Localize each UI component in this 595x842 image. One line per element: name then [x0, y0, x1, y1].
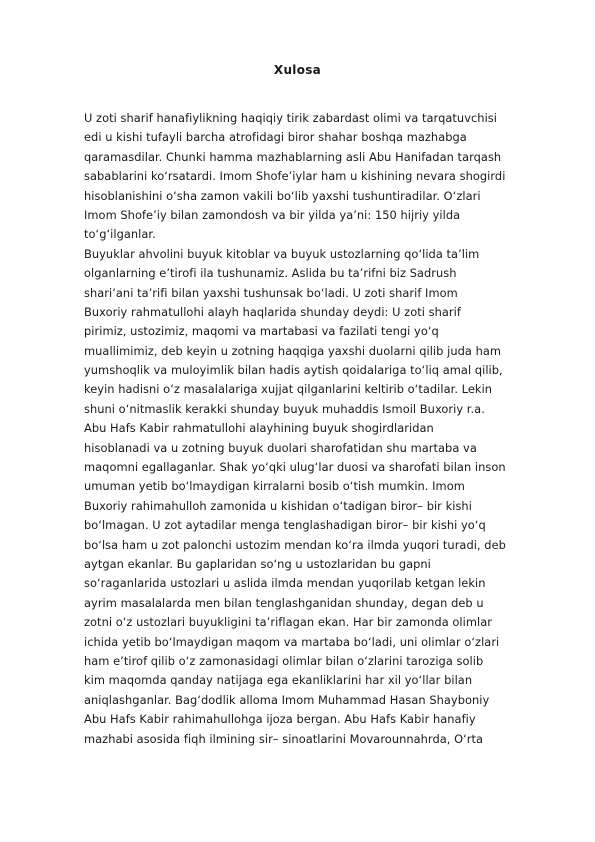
text-line: U zoti sharif hanafiylikning haqiqiy tirik zabardast olimi va tarqatuvchisi	[84, 111, 497, 125]
text-line: so‘raganlarida ustozlari u aslida ilmda mendan yuqorilab ketgan lekin	[84, 576, 486, 591]
text-line: mazhabi asosida fiqh ilmining sir– sinoatlarini Movarounnahrda, O‘rta	[84, 731, 484, 746]
text-line: pirimiz, ustozimiz, maqomi va martabasi va fazilati tengi yo‘q	[84, 324, 439, 339]
text-line: qaramasdilar. Chunki hamma mazhablarning asli Abu Hanifadan tarqash	[84, 149, 502, 164]
text-line: yumshoqlik va muloyimlik bilan hadis aytish qoidalariga to‘liq amal qilib,	[84, 363, 503, 378]
text-line: maqomni egallaganlar. Shak yo‘qki ulug‘lar duosi va sharofati bilan inson	[84, 460, 506, 475]
text-line: Imom Shofe’iy bilan zamondosh va bir yilda ya’ni: 150 hijriy yilda	[84, 207, 461, 222]
text-line: keyin hadisni o‘z masalalariga xujjat qilganlarini keltirib o‘tadilar. Lekin	[84, 382, 493, 397]
text-line: muallimimiz, deb keyin u zotning haqqiga yaxshi duolarni qilib juda ham	[84, 343, 502, 358]
text-line: hisoblanadi va u zotning buyuk duolari sharofatidan shu martaba va	[84, 440, 477, 455]
text-line: Buyuklar ahvolini buyuk kitoblar va buyuk ustozlarning qo‘lida ta’lim	[84, 246, 480, 261]
text-line: edi u kishi tufayli barcha atrofidagi biror shahar boshqa mazhabga	[84, 130, 467, 145]
text-line: sabablarini ko‘rsatardi. Imom Shofe’iylar ham u kishining nevara shogirdi	[84, 169, 506, 184]
text-line: umuman yetib bo‘lmaydigan kirralarni bosib o‘tish mumkin. Imom	[84, 479, 465, 494]
text-line: Abu Hafs Kabir rahimahullohga ijoza bergan. Abu Hafs Kabir hanafiy	[84, 712, 476, 727]
text-line: shuni o‘nitmaslik kerakki shunday buyuk muhaddis Ismoil Buxoriy r.a.	[84, 401, 485, 416]
text-line: olganlarning e’tirofi ila tushunamiz. Aslida bu ta’rifni biz Sadrush	[84, 266, 457, 281]
page-title: Xulosa	[273, 63, 322, 77]
text-line: bo‘lsa ham u zot palonchi ustozim mendan ko‘ra ilmda yuqori turadi, deb	[84, 537, 506, 552]
text-line: zotni o‘z ustozlari buyukligini ta’riflagan ekan. Har bir zamonda olimlar	[84, 615, 492, 630]
text-line: Abu Hafs Kabir rahmatullohi alayhining buyuk shogirdlaridan	[84, 421, 434, 436]
text-line: ham e’tirof qilib o‘z zamonasidagi olimlar bilan o‘zlarini taroziga solib	[84, 653, 484, 668]
text-line: kim maqomda qanday natijaga ega ekanliklarini har xil yo‘llar bilan	[84, 673, 473, 688]
body-text	[84, 109, 584, 749]
text-line: bo‘lmagan. U zot aytadilar menga tenglashadigan biror– bir kishi yo‘q	[84, 518, 486, 533]
text-line: ichida yetib bo‘lmaydigan maqom va martaba bo‘ladi, uni olimlar o‘zlari	[84, 634, 500, 649]
text-line: to‘g‘ilganlar.	[84, 227, 156, 242]
text-line: aniqlashganlar. Bag‘dodlik alloma Imom Muhammad Hasan Shayboniy	[84, 692, 490, 707]
text-line: ayrim masalalarda men bilan tenglashganidan shunday, degan deb u	[84, 595, 484, 610]
text-line: Buxoriy rahmatullohi alayh haqlarida shunday deydi: U zoti sharif	[84, 304, 461, 319]
text-line: shari’ani ta’rifi bilan yaxshi tushunsak bo‘ladi. U zoti sharif Imom	[84, 285, 458, 300]
text-line: Buxoriy rahimahulloh zamonida u kishidan o‘tadigan biror– bir kishi	[84, 498, 472, 513]
text-line: aytgan ekanlar. Bu gaplaridan so‘ng u ustozlaridan bu gapni	[84, 556, 431, 571]
text-line: hisoblanishini o‘sha zamon vakili bo‘lib yaxshi tushuntiradilar. O‘zlari	[84, 188, 481, 203]
